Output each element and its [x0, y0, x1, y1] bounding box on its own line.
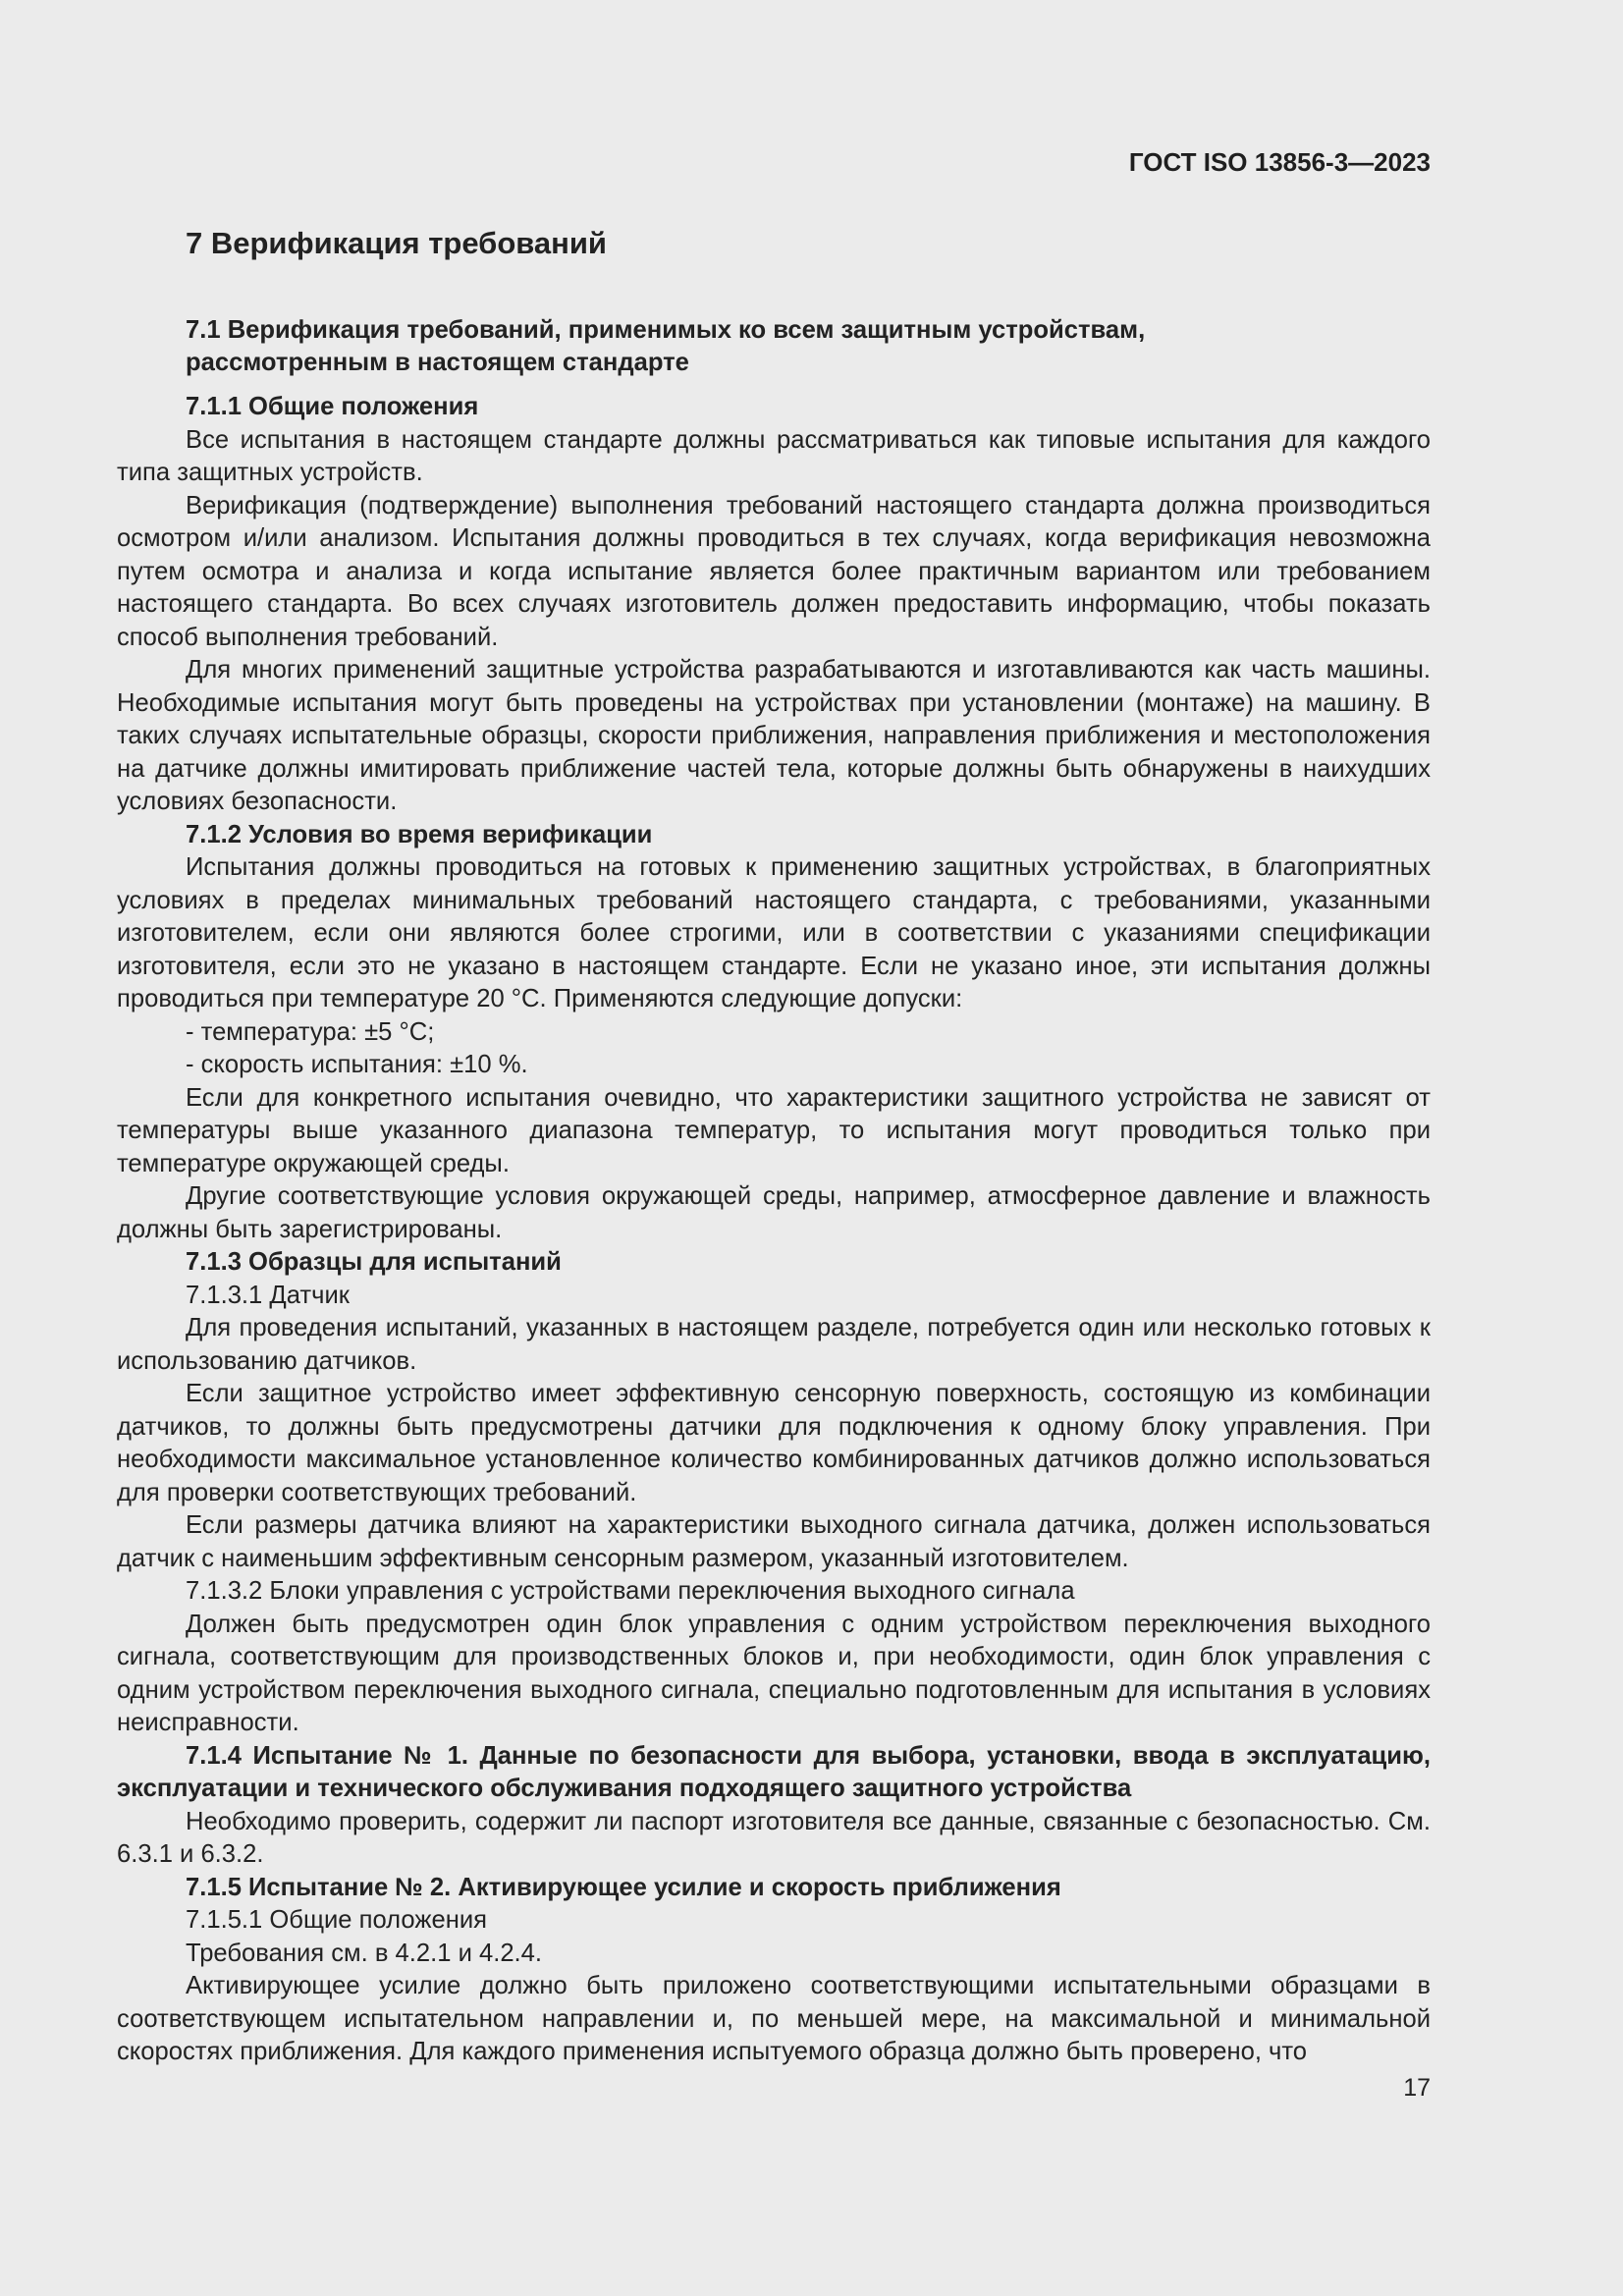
- heading-7-1-1: 7.1.1 Общие положения: [186, 393, 479, 420]
- paragraph: Все испытания в настоящем стандарте должны рассматриваться как типовые испытания для каждого типа защитных устройств.: [117, 425, 1431, 486]
- paragraph: Испытания должны проводиться на готовых к применению защитных устройствах, в благоприятных условиях в пределах минимальных требований настоящего стандарта, с требованиями, указанными изготовителем, если они являются более строгими, или в соответствии с указаниями спецификации изготовителя, если это не указано в настоящем стандарте. Если не указано иное, эти испытания должны проводиться при температуре 20 °С. Применяются следующие допуски:: [117, 853, 1431, 1012]
- document-body: [117, 216, 1431, 2069]
- paragraph: Другие соответствующие условия окружающей среды, например, атмосферное давление и влажность должны быть зарегистрированы.: [117, 1182, 1431, 1243]
- page-number: 17: [1403, 2074, 1431, 2102]
- paragraph: Если для конкретного испытания очевидно, что характеристики защитного устройства не зависят от температуры выше указанного диапазона температур, то испытания могут проводиться только при температуре окружающей среды.: [117, 1083, 1431, 1177]
- paragraph: Для проведения испытаний, указанных в настоящем разделе, потребуется один или несколько готовых к использованию датчиков.: [117, 1314, 1431, 1375]
- subsection-title: [117, 314, 1431, 379]
- section-title: 7 Верификация требований: [186, 226, 607, 260]
- list-item: - температура: ±5 °С;: [186, 1017, 435, 1046]
- paragraph: Если защитное устройство имеет эффективную сенсорную поверхность, состоящую из комбинации датчиков, то должны быть предусмотрены датчики для подключения к одному блоку управления. При необходимости максимальное установленное количество комбинированных датчиков должно использоваться для проверки соответствующих требований.: [117, 1380, 1431, 1506]
- heading-7-1-3: 7.1.3 Образцы для испытаний: [186, 1248, 562, 1276]
- paragraph: Активирующее усилие должно быть приложено соответствующими испытательными образцами в соответствующем испытательном направлении и, по меньшей мере, на максимальной и минимальной скоростях приближения. Для каждого применения испытуемого образца должно быть проверено, что: [117, 1972, 1431, 2065]
- paragraph: Необходимо проверить, содержит ли паспорт изготовителя все данные, связанные с безопасностью. См. 6.3.1 и 6.3.2.: [117, 1807, 1431, 1868]
- paragraph: Для многих применений защитные устройства разрабатываются и изготавливаются как часть машины. Необходимые испытания могут быть проведены на устройствах при установлении (монтаже) на машину. В таких случаях испытательные образцы, скорости приближения, направления приближения и местоположения на датчике должны имитировать приближение частей тела, которые должны быть обнаружены в наихудших условиях безопасности.: [117, 656, 1431, 815]
- list-item: - скорость испытания: ±10 %.: [186, 1051, 528, 1078]
- heading-7-1-3-2: 7.1.3.2 Блоки управления с устройствами переключения выходного сигнала: [186, 1577, 1075, 1605]
- paragraph: Должен быть предусмотрен один блок управления с одним устройством переключения выходного сигнала, соответствующим для производственных блоков и, при необходимости, один блок управления с одним устройством переключения выходного сигнала, специально подготовленным для испытания в условиях неисправности.: [117, 1610, 1431, 1736]
- paragraph: Верификация (подтверждение) выполнения требований настоящего стандарта должна производиться осмотром и/или анализом. Испытания должны проводиться в тех случаях, когда верификация невозможна путем осмотра и анализа и когда испытание является более практичным вариантом или требованием настоящего стандарта. Во всех случаях изготовитель должен предоставить информацию, чтобы показать способ выполнения требований.: [117, 491, 1431, 651]
- heading-7-1-2: 7.1.2 Условия во время верификации: [186, 820, 653, 848]
- subsection-title-line-1: 7.1 Верификация требований, применимых ко всем защитным устройствам,: [186, 316, 1146, 344]
- heading-7-1-3-1: 7.1.3.1 Датчик: [186, 1281, 350, 1309]
- heading-7-1-5-1: 7.1.5.1 Общие положения: [186, 1906, 487, 1934]
- paragraph: Если размеры датчика влияют на характеристики выходного сигнала датчика, должен использоваться датчик с наименьшим эффективным сенсорным размером, указанный изготовителем.: [117, 1511, 1431, 1572]
- heading-7-1-4: 7.1.4 Испытание № 1. Данные по безопасности для выбора, установки, ввода в эксплуатацию, эксплуатации и технического обслуживания подходящего защитного устройства: [117, 1741, 1431, 1802]
- subsection-title-line-2: рассмотренным в настоящем стандарте: [186, 349, 689, 376]
- heading-7-1-5: 7.1.5 Испытание № 2. Активирующее усилие и скорость приближения: [186, 1873, 1061, 1901]
- document-code: ГОСТ ISO 13856-3—2023: [1128, 147, 1431, 177]
- paragraph: Требования см. в 4.2.1 и 4.2.4.: [186, 1939, 543, 1967]
